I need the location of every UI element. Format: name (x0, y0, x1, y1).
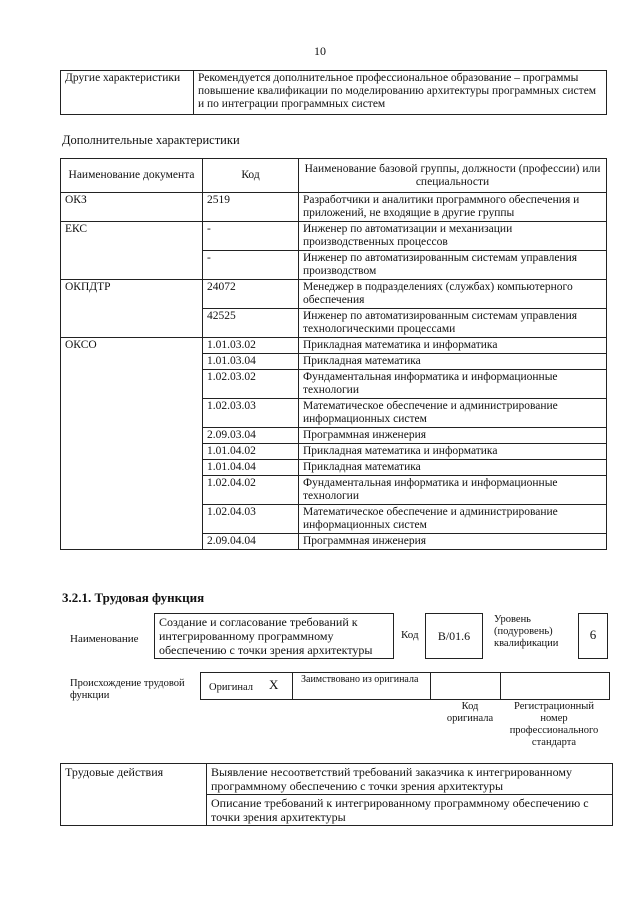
code-cell: 42525 (203, 309, 299, 338)
additional-characteristics-title: Дополнительные характеристики (62, 133, 240, 147)
code-cell: - (203, 222, 299, 251)
name-cell: Разработчики и аналитики программного обеспечения и приложений, не входящие в другие группы (299, 193, 607, 222)
original-cell (201, 673, 293, 699)
labor-action-item: Выявление несоответствий требований заказчика к интегрированному программному обеспечению с точки зрения архитектуры (207, 764, 613, 795)
name-cell: Фундаментальная информатика и информационные технологии (299, 476, 607, 505)
code-cell: 1.02.03.03 (203, 399, 299, 428)
code-cell: 2.09.04.04 (203, 534, 299, 550)
code-cell: 1.01.03.04 (203, 354, 299, 370)
code-cell: 1.01.04.02 (203, 444, 299, 460)
qualification-level-label: Уровень (подуровень) квалификации (494, 614, 559, 649)
orig-code-label: Код оригинала (446, 701, 494, 724)
doc-name-cell: ОКЗ (61, 193, 203, 222)
code-cell: 1.01.03.02 (203, 338, 299, 354)
name-cell: Прикладная математика (299, 460, 607, 476)
code-cell: 1.01.04.04 (203, 460, 299, 476)
code-cell: 1.02.04.03 (203, 505, 299, 534)
code-cell: 2.09.03.04 (203, 428, 299, 444)
name-cell: Математическое обеспечение и администрирование информационных систем (299, 505, 607, 534)
function-code-box: B/01.6 (425, 613, 483, 659)
page-number: 10 (314, 44, 326, 58)
table-header-row (61, 159, 607, 193)
orig-code-cell (431, 673, 501, 699)
name-cell: Фундаментальная информатика и информационные технологии (299, 370, 607, 399)
header-doc: Наименование документа (61, 159, 203, 193)
other-characteristics-value: Рекомендуется дополнительное профессиональное образование – программы повышение квалификации по моделированию архитектуры программных систем и по интеграции программных систем (194, 71, 607, 115)
labor-action-item: Описание требований к интегрированному программному обеспечению с точки зрения архитектуры (207, 795, 613, 826)
original-label: Оригинал (209, 682, 253, 693)
borrowed-cell (293, 673, 431, 699)
function-name-label: Наименование (70, 633, 139, 645)
labor-function-title: 3.2.1. Трудовая функция (62, 590, 205, 605)
code-cell: 24072 (203, 280, 299, 309)
borrowed-label: Заимствовано из оригинала (301, 674, 419, 685)
doc-name-cell: ОКСО (61, 338, 203, 550)
qualification-level-box: 6 (578, 613, 608, 659)
labor-actions-table (60, 763, 613, 826)
name-cell: Инженер по автоматизации и механизации производственных процессов (299, 222, 607, 251)
other-characteristics-table (60, 70, 607, 115)
original-mark: X (269, 677, 279, 692)
doc-name-cell: ОКПДТР (61, 280, 203, 338)
table-row (61, 280, 607, 309)
reg-number-label: Регистрационный номер профессионального стандарта (509, 701, 599, 748)
name-cell: Прикладная математика и информатика (299, 338, 607, 354)
table-row (61, 338, 607, 354)
name-cell: Прикладная математика и информатика (299, 444, 607, 460)
name-cell: Математическое обеспечение и администрирование информационных систем (299, 399, 607, 428)
name-cell: Инженер по автоматизированным системам управления технологическими процессами (299, 309, 607, 338)
table-row (61, 222, 607, 251)
name-cell: Менеджер в подразделениях (службах) компьютерного обеспечения (299, 280, 607, 309)
name-cell: Инженер по автоматизированным системам управления производством (299, 251, 607, 280)
table-row (61, 193, 607, 222)
origin-row-box (200, 672, 610, 700)
function-code-label: Код (401, 629, 419, 641)
name-cell: Прикладная математика (299, 354, 607, 370)
function-name-box: Создание и согласование требований к интегрированному программному обеспечению с точки зрения архитектуры (154, 613, 394, 659)
code-cell: - (203, 251, 299, 280)
other-characteristics-label: Другие характеристики (61, 71, 194, 115)
code-cell: 1.02.03.02 (203, 370, 299, 399)
labor-actions-label: Трудовые действия (61, 764, 207, 826)
header-code: Код (203, 159, 299, 193)
origin-label: Происхождение трудовой функции (70, 678, 185, 701)
additional-characteristics-table (60, 158, 607, 550)
name-cell: Программная инженерия (299, 428, 607, 444)
code-cell: 2519 (203, 193, 299, 222)
code-cell: 1.02.04.02 (203, 476, 299, 505)
header-name: Наименование базовой группы, должности (профессии) или специальности (299, 159, 607, 193)
name-cell: Программная инженерия (299, 534, 607, 550)
doc-name-cell: ЕКС (61, 222, 203, 280)
